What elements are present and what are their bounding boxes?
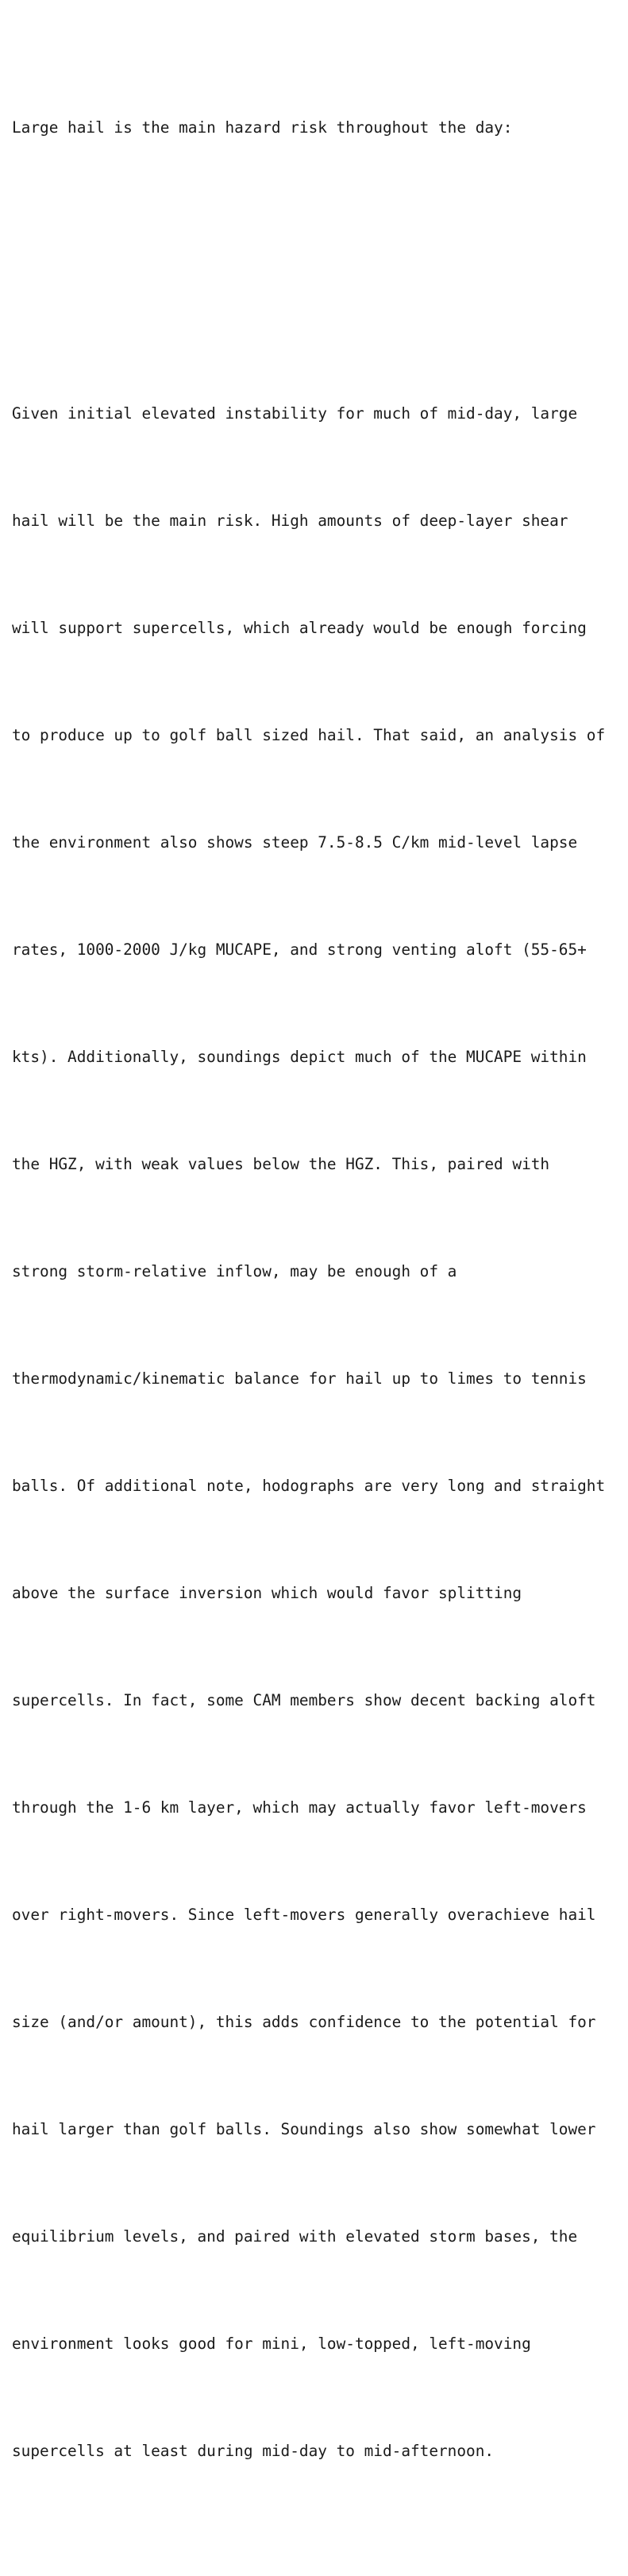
paragraph-line: size (and/or amount), this adds confidence to the potential for <box>12 2013 596 2031</box>
blank-line <box>12 217 623 253</box>
document-body <box>12 38 623 2576</box>
paragraph-line: strong storm-relative inflow, may be enough of a <box>12 1262 457 1280</box>
paragraph-line: environment looks good for mini, low-topped, left-moving <box>12 2335 531 2353</box>
paragraph-line: the environment also shows steep 7.5-8.5 C/km mid-level lapse <box>12 833 578 852</box>
paragraph-line: will support supercells, which already would be enough forcing <box>12 619 587 637</box>
paragraph-line: supercells at least during mid-day to mid-afternoon. <box>12 2442 495 2460</box>
paragraph-line: the HGZ, with weak values below the HGZ. This, paired with <box>12 1155 550 1173</box>
paragraph-line: over right-movers. Since left-movers generally overachieve hail <box>12 1906 596 1924</box>
paragraph-line: through the 1-6 km layer, which may actually favor left-movers <box>12 1798 587 1817</box>
paragraph-line: to produce up to golf ball sized hail. That said, an analysis of <box>12 726 606 744</box>
paragraph-line: equilibrium levels, and paired with elevated storm bases, the <box>12 2227 578 2246</box>
paragraph-line: kts). Additionally, soundings depict much of the MUCAPE within <box>12 1048 587 1066</box>
paragraph-line: hail larger than golf balls. Soundings also show somewhat lower <box>12 2120 596 2138</box>
paragraph-line: hail will be the main risk. High amounts of deep-layer shear <box>12 512 568 530</box>
paragraph-line: supercells. In fact, some CAM members show decent backing aloft <box>12 1691 596 1709</box>
paragraph-line: balls. Of additional note, hodographs are very long and straight <box>12 1477 606 1495</box>
paragraph-line: Given initial elevated instability for much of mid-day, large <box>12 404 578 423</box>
paragraph-line: above the surface inversion which would favor splitting <box>12 1584 522 1602</box>
paragraph <box>12 324 623 2540</box>
paragraph-line: thermodynamic/kinematic balance for hail up to limes to tennis <box>12 1369 587 1388</box>
paragraph-line: rates, 1000-2000 J/kg MUCAPE, and strong venting aloft (55-65+ <box>12 940 587 959</box>
section-heading: Large hail is the main hazard risk throughout the day: <box>12 118 513 137</box>
